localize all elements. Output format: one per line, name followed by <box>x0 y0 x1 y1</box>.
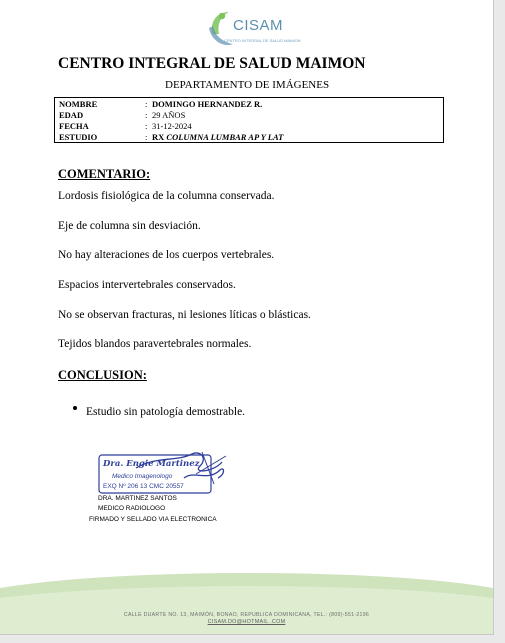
patient-info-box <box>54 97 444 143</box>
signature-name: DRA. MARTINEZ SANTOS <box>98 495 177 502</box>
row-separator: : <box>145 121 148 131</box>
page-title: CENTRO INTEGRAL DE SALUD MAIMON <box>58 55 366 72</box>
row-value: DOMINGO HERNANDEZ R. <box>152 99 263 109</box>
study-prefix: RX <box>152 132 165 142</box>
row-value <box>152 132 283 143</box>
comment-line: Espacios intervertebrales conservados. <box>58 279 236 291</box>
row-separator: : <box>145 110 148 120</box>
row-label: EDAD <box>59 110 84 120</box>
row-label: NOMBRE <box>59 99 98 109</box>
comment-heading: COMENTARIO: <box>58 167 151 181</box>
row-label: FECHA <box>59 121 89 131</box>
signature-title: MEDICO RADIOLOGO <box>98 505 166 512</box>
department-label: DEPARTAMENTO DE IMÁGENES <box>165 79 330 91</box>
footer-address: CALLE DUARTE NO. 13, MAIMÓN, BONAO, REPUBLICA DOMINICANA, TEL.: (809)-551-2196 <box>123 612 370 618</box>
cisam-logo <box>203 8 307 52</box>
signature-note: FIRMADO Y SELLADO VIA ELECTRONICA <box>89 516 217 523</box>
study-name: COLUMNA LUMBAR AP Y LAT <box>166 132 284 142</box>
stamp-role: Medico Imagenologo <box>112 473 173 480</box>
conclusion-heading: CONCLUSION: <box>58 368 147 382</box>
bullet-icon <box>73 406 77 410</box>
conclusion-item: Estudio sin patología demostrable. <box>86 406 246 418</box>
row-separator: : <box>145 99 148 109</box>
logo-name: CISAM <box>233 17 284 34</box>
logo-subtitle: CENTRO INTEGRAL DE SALUD MAIMON <box>224 38 301 43</box>
row-value: 29 AÑOS <box>152 110 186 120</box>
comment-line: Lordosis fisiológica de la columna conservada. <box>58 190 275 202</box>
footer-email-link[interactable]: CISAM.DO@HOTMAIL .COM <box>207 619 286 625</box>
comment-line: Eje de columna sin desviación. <box>58 220 201 232</box>
row-separator: : <box>145 132 148 142</box>
row-value: 31-12-2024 <box>152 121 192 131</box>
comment-line: No hay alteraciones de los cuerpos vertebrales. <box>58 249 275 261</box>
comment-line: No se observan fracturas, ni lesiones líticas o blásticas. <box>58 309 311 321</box>
stamp-doctor-name: Dra. Engie Martinez <box>103 459 200 469</box>
comment-line: Tejidos blandos paravertebrales normales. <box>58 338 252 350</box>
row-label: ESTUDIO <box>59 132 98 142</box>
signature-scribble-icon <box>96 448 231 496</box>
stamp-number: EXQ Nº 206 13 CMC 20557 <box>103 483 184 490</box>
